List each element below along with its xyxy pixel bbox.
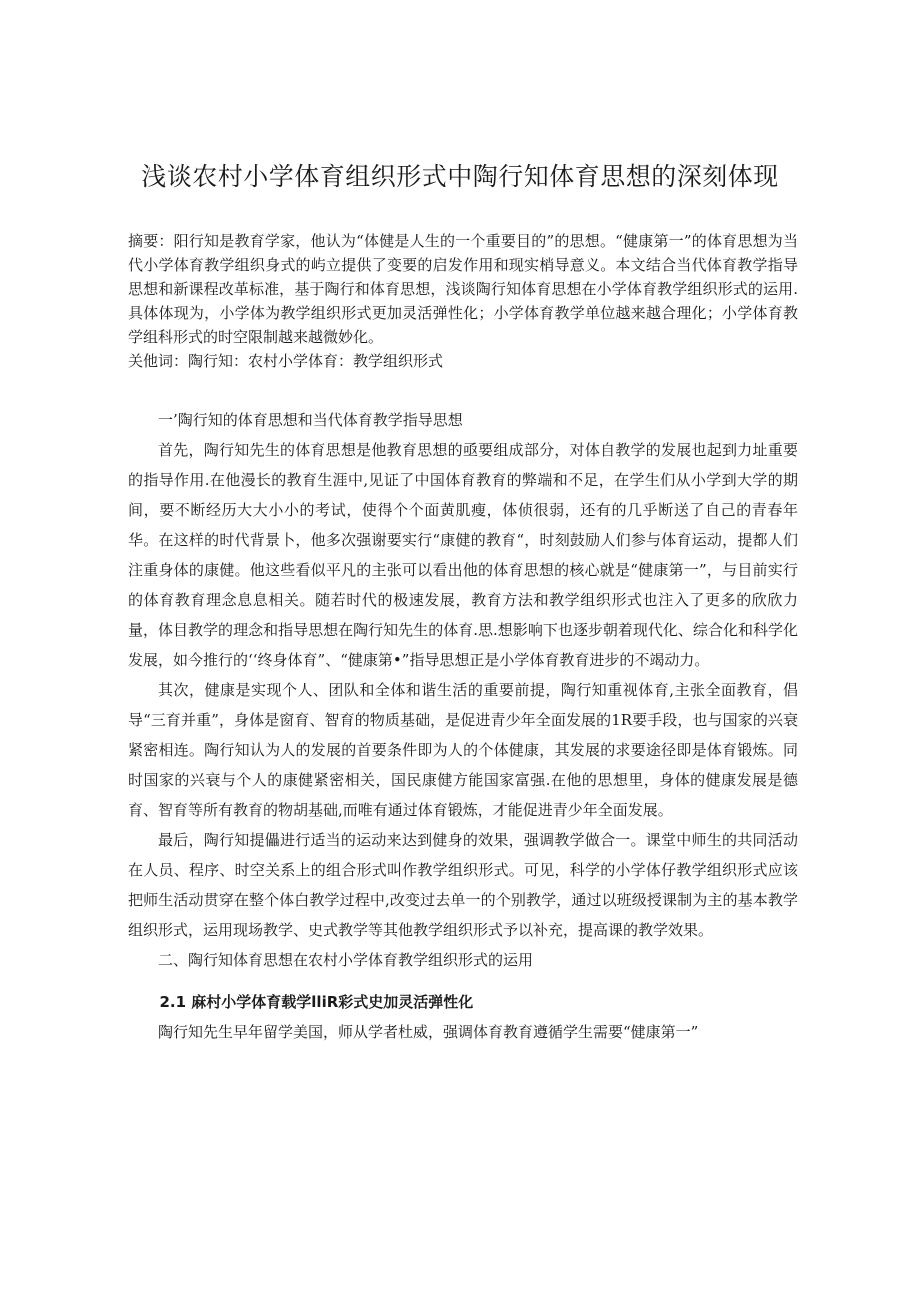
subsection-2-1-heading: 2.1 麻村小学体育载学lliR彩式史加灵活弹性化 [159,993,474,1011]
document-title: 浅谈农村小学体育组织形式中陶行知体育思想的深刻体现 [141,162,779,191]
section-1-heading: 一’陶行知的体育思想和当代体育教学指导思想 [158,411,463,429]
document-body [128,405,798,1047]
section-1-paragraph-2: 其次，健康是实现个人、团队和全体和谐生活的重要前提，陶行知重视体育,主张全面教育，倡导“三育并重”，身体是窗育、智育的物质基础，是促进青少年全面发展的1R要手段，也与国家的兴衰紧密相连。陶行知认为人的发展的首要条件即为人的个体健康，其发展的求要途径即是体育锻炼。同时国家的兴衰与个人的康健紧密相关，国民康健方能国家富强.在他的思想里，身体的健康发展是德育、智育等所有教育的物胡基础,而唯有通过体育锻炼，才能促进青少年全面发展。 [128,681,798,819]
section-2-paragraph-1: 陶行知先生早年留学美国，师从学者杜威，强调体育教育遵循学生需要“健康第一” [158,1023,699,1041]
section-1-paragraph-3: 最后，陶行知提儡进行适当的运动来达到健身的效果，强调教学做合一。课堂中师生的共同活动在人员、程序、时空关系上的组合形式叫作教学组织形式。可见，科学的小学体仔教学组织形式应该把师生活动贯穿在整个体白教学过程中,改变过去单一的个别教学，通过以班级授课制为主的基本教学组织形式，运用现场教学、史式教学等其他教学组织形式予以补充，提高课的教学效果。 [128,831,798,939]
abstract-block [128,229,798,373]
section-2-heading: 二、陶行知体育思想在农村小学体育教学组织形式的运用 [158,951,534,969]
abstract-text: 摘要：阳行知是教育学家，他认为“体健是人生的一个重要目的”的思想。“健康第一”的体育思想为当代小学体育教学组织身式的屿立提供了变要的启发作用和现实梢导意义。本文结合当代体育教学指导思想和新课程改革标准，基于陶行和体育思想，浅谈陶行知体育思想在小学体育教学组织形式的运用.具体体现为，小学体为教学组织形式更加灵活弹性化；小学体育教学单位越来越合理化；小学体育教学组科形式的时空限制越来越微妙化。 [128,232,798,346]
keywords-line: 关他词：陶行知：农村小学体育：教学组织形式 [128,352,444,370]
section-1-paragraph-1: 首先，陶行知先生的体育思想是他教育思想的亟要组成部分，对体自教学的发展也起到力址重要的指导作用.在他漫长的教育生涯中,见证了中国体育教育的弊端和不足，在学生们从小学到大学的期间，要不断经历大大小小的考试，使得个个面黄肌瘦，体侦很弱，还有的几乎断送了自己的青春年华。在这样的时代背景卜，他多次强谢要实行“康健的教育“，时刻鼓励人们参与体育运动，提都人们注重身体的康健。他这些看似平凡的主张可以看出他的体育思想的核心就是“健康第一”，与目前实行的体育教育理念息息相关。随若时代的极速发展，教育方法和教学组织形式也注入了更多的欣欣力量，体目教学的理念和指导思想在陶行知先生的体育.思.想影响下也逐步朝着现代化、综合化和科学化发展，如今推行的‘‘终身体育”、“健康第•”指导思想正是小学体育教育进步的不竭动力。 [128,441,798,669]
